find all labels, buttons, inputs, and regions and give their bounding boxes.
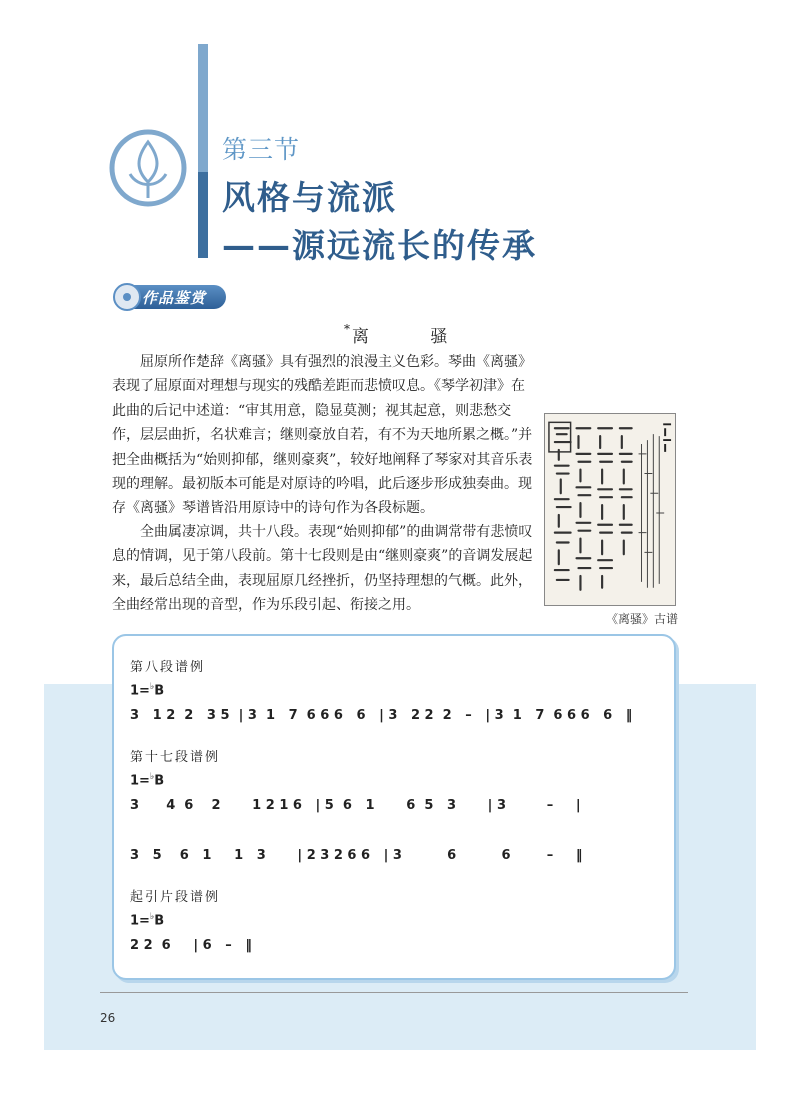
score-section-label: 第十七段谱例 [130, 750, 221, 765]
score-line: 3 1 2 2 3 5 | 3 1 7 6 6 6 6 | 3 2 2 2 – | 3 1 7 6 6 6 6 ‖ [130, 708, 633, 723]
key-note: B [154, 683, 165, 699]
key-note: B [154, 773, 165, 789]
figure-caption: 《离骚》古谱 [606, 612, 679, 626]
key-signature [130, 682, 164, 698]
section-label: 第三节 [222, 135, 301, 164]
key-signature [130, 912, 164, 928]
ancient-score-image [544, 413, 676, 606]
score-line: 2 2 6 | 6 – ‖ [130, 938, 252, 953]
key-flat: ♭ [149, 912, 155, 922]
key-signature [130, 772, 164, 788]
disc-icon [112, 282, 142, 312]
decorative-bar-dark [198, 172, 208, 258]
key-prefix: 1= [130, 683, 150, 699]
key-note: B [154, 913, 165, 929]
score-line: 3 5 6 1 1 3 | 2 3 2 6 6 | 3 6 6 – ‖ [130, 848, 583, 863]
section-emblem-icon [108, 128, 188, 208]
section-subtitle: ——源远流长的传承 [222, 226, 537, 265]
appreciation-badge [112, 282, 228, 312]
page-number: 26 [100, 1011, 116, 1025]
paragraph-1: 屈原所作楚辞《离骚》具有强烈的浪漫主义色彩。琴曲《离骚》表现了屈原面对理想与现实的残酷差距而悲愤叹息。《琴学初津》在此曲的后记中述道：“审其用意，隐显莫测；视其起意，则悲愁交作，层层曲折，名状难言；继则豪放自若，有不为天地所累之概。”并把全曲概括为“始则抑郁，继则豪爽”，较好地阐释了琴家对其音乐表现的理解。最初版本可能是对原诗的吟唱，此后逐步形成独奏曲。现存《离骚》琴谱皆沿用原诗中的诗句作为各段标题。 [112, 354, 533, 517]
intro-paragraph [112, 350, 536, 521]
score-section-label: 起引片段谱例 [130, 890, 221, 905]
score-line: 3 4 6 2 1 2 1 6 | 5 6 1 6 5 3 | 3 – | [130, 798, 581, 813]
key-flat: ♭ [149, 682, 155, 692]
title-star: * [344, 322, 350, 336]
structure-paragraph [112, 520, 536, 618]
key-flat: ♭ [149, 772, 155, 782]
paragraph-2: 全曲属凄凉调，共十八段。表现“始则抑郁”的曲调常带有悲愤叹息的情调，见于第八段前。第十七段则是由“继则豪爽”的音调发展起来，最后总结全曲，表现屈原几经挫折，仍坚持理想的气概。此外，全曲经常出现的音型，作为乐段引起、衔接之用。 [112, 524, 533, 614]
badge-label: 作品鉴赏 [142, 289, 207, 307]
piece-title-text: 离 骚 [352, 327, 476, 347]
key-prefix: 1= [130, 773, 150, 789]
piece-title [344, 322, 475, 347]
footer-divider [100, 992, 688, 993]
section-title: 风格与流派 [222, 178, 397, 217]
key-prefix: 1= [130, 913, 150, 929]
score-section-label: 第八段谱例 [130, 660, 206, 675]
